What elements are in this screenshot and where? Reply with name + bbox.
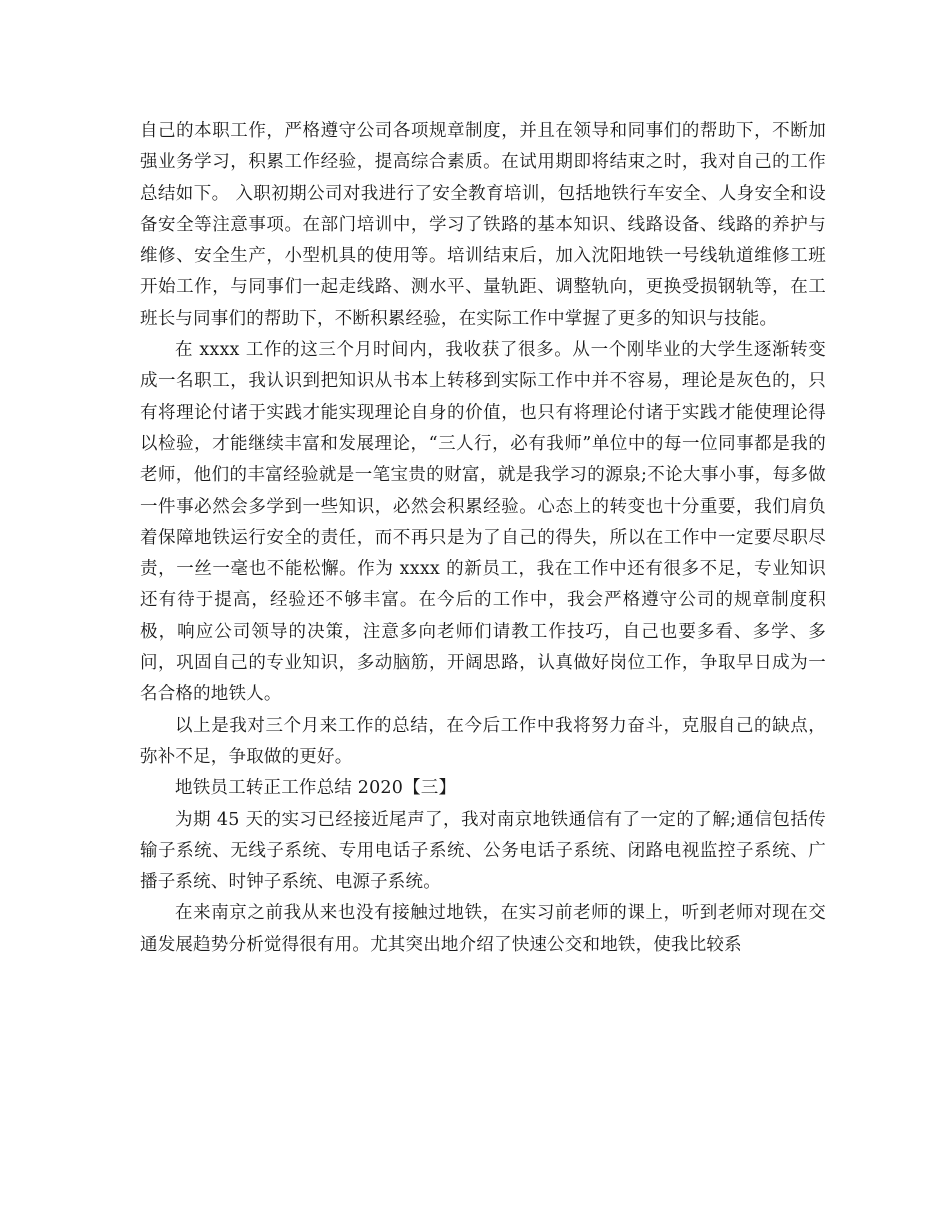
document-body xyxy=(140,116,826,961)
section-heading: 地铁员工转正工作总结 2020【三】 xyxy=(175,778,457,799)
paragraph-three-months: 在 xxxx 工作的这三个月时间内，我收获了很多。从一个刚毕业的大学生逐渐转变成一名职工，我认识到把知识从书本上转移到实际工作中并不容易，理论是灰色的，只有将理论付诸于实践才能实现理论自身的价值，也只有将理论付诸于实践才能使理论得以检验，才能继续丰富和发展理论，“三人行，必有我师”单位中的每一位同事都是我的老师，他们的丰富经验就是一笔宝贵的财富，就是我学习的源泉;不论大事小事，每多做一件事必然会多学到一些知识，必然会积累经验。心态上的转变也十分重要，我们肩负着保障地铁运行安全的责任，而不再只是为了自己的得失，所以在工作中一定要尽职尽责，一丝一毫也不能松懈。作为 xxxx 的新员工，我在工作中还有很多不足，专业知识还有待于提高，经验还不够丰富。在今后的工作中，我会严格遵守公司的规章制度积极，响应公司领导的决策，注意多向老师们请教工作技巧，自己也要多看、多学、多问，巩固自己的专业知识，多动脑筋，开阔思路，认真做好岗位工作，争取早日成为一名合格的地铁人。 xyxy=(140,340,826,705)
paragraph-conclusion: 以上是我对三个月来工作的总结，在今后工作中我将努力奋斗，克服自己的缺点，弥补不足，争取做的更好。 xyxy=(140,715,826,767)
paragraph-onboarding: 自己的本职工作，严格遵守公司各项规章制度，并且在领导和同事们的帮助下，不断加强业务学习，积累工作经验，提高综合素质。在试用期即将结束之时，我对自己的工作总结如下。 入职初期公司对我进行了安全教育培训，包括地铁行车安全、人身安全和设备安全等注意事项。在部门培训中，学习了铁路的基本知识、线路设备、线路的养护与维修、安全生产，小型机具的使用等。培训结束后，加入沈阳地铁一号线轨道维修工班开始工作，与同事们一起走线路、测水平、量轨距、调整轨向，更换受损钢轨等，在工班长与同事们的帮助下，不断积累经验，在实际工作中掌握了更多的知识与技能。 xyxy=(140,121,826,329)
paragraph-internship: 为期 45 天的实习已经接近尾声了，我对南京地铁通信有了一定的了解;通信包括传输子系统、无线子系统、专用电话子系统、公务电话子系统、闭路电视监控子系统、广播子系统、时钟子系统、电源子系统。 xyxy=(140,809,826,893)
paragraph-before-nanjing: 在来南京之前我从来也没有接触过地铁，在实习前老师的课上，听到老师对现在交通发展趋势分析觉得很有用。尤其突出地介绍了快速公交和地铁，使我比较系 xyxy=(140,903,826,955)
